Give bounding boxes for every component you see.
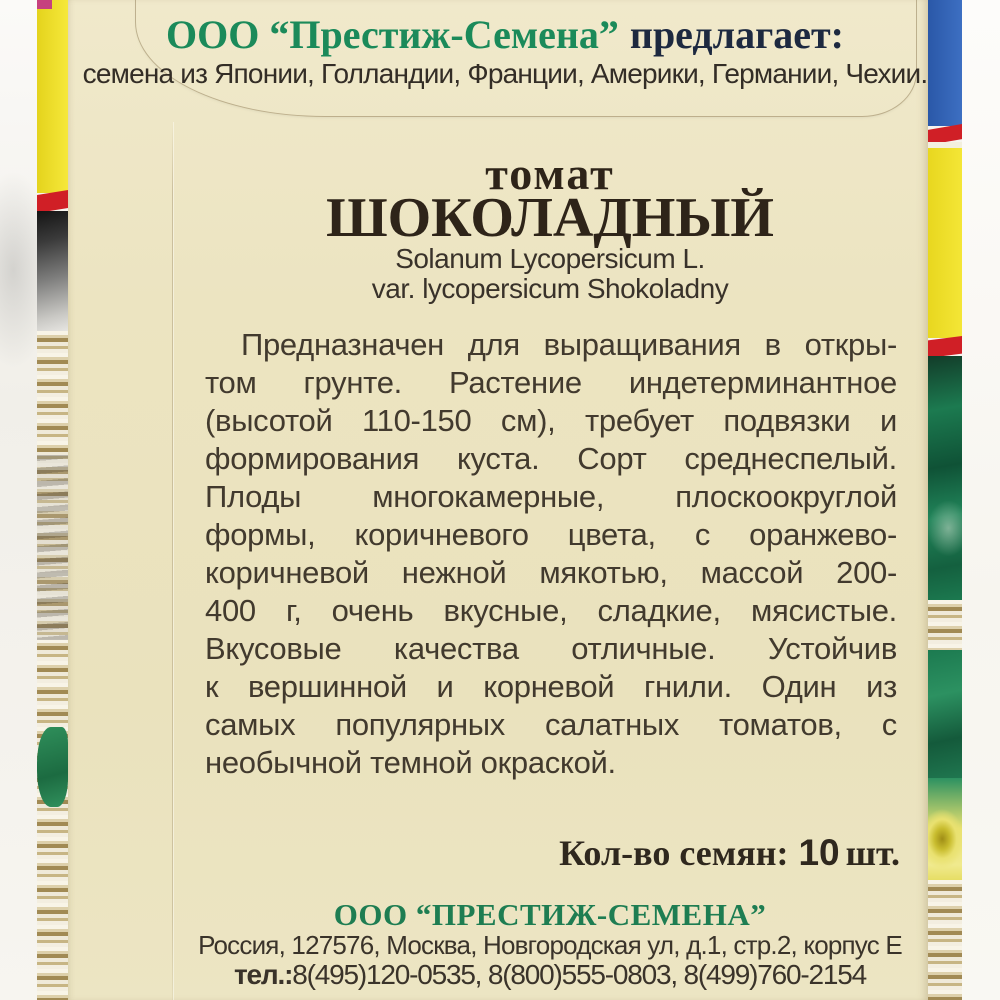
description-line: Предназначен для выращивания в откры- bbox=[241, 327, 897, 362]
seed-count-unit: шт. bbox=[845, 833, 900, 873]
description-line: 400 г, очень вкусные, сладкие, мясистые. bbox=[205, 593, 897, 628]
left-edge-bamboo-texture bbox=[37, 331, 68, 1000]
right-edge-leaf-photo-upper bbox=[928, 356, 962, 602]
photo-background-left bbox=[0, 0, 38, 1000]
left-edge-grey-patch bbox=[37, 455, 68, 640]
product-category: томат bbox=[485, 148, 615, 199]
latin-name: Solanum Lycopersicum L. bbox=[395, 243, 705, 274]
left-edge-photo-fragment bbox=[37, 211, 68, 332]
product-variety-title: ШОКОЛАДНЫЙ bbox=[326, 187, 774, 249]
description-line: самых популярных салатных томатов, с bbox=[205, 707, 897, 742]
right-edge-red-band-bottom bbox=[928, 336, 962, 358]
left-edge-yellow-band bbox=[37, 0, 68, 193]
description-line: формирования куста. Сорт среднеспелый. bbox=[205, 441, 897, 476]
seed-count-label: Кол-во семян: bbox=[559, 833, 789, 873]
phone-numbers: 8(495)120-0535, 8(800)555-0803, 8(499)760-2154 bbox=[292, 959, 866, 990]
header-subtitle: семена из Японии, Голландии, Франции, Америки, Германии, Чехии. bbox=[82, 58, 928, 89]
description-line: формы, коричневого цвета, с оранжево- bbox=[205, 517, 897, 552]
left-edge-leaf-fragment bbox=[37, 727, 68, 807]
description-line: Плоды многокамерные, плоскоокруглой bbox=[205, 479, 897, 514]
description-line: (высотой 110-150 см), требует подвязки и bbox=[205, 403, 897, 438]
right-edge-bamboo-texture-upper bbox=[928, 600, 962, 652]
brand-name: ООО “Престиж-Семена” bbox=[166, 12, 619, 57]
packet-crease-line bbox=[172, 122, 173, 1000]
header-line bbox=[85, 13, 925, 57]
description-line: коричневой нежной мякотью, массой 200- bbox=[205, 555, 897, 590]
description-line: Вкусовые качества отличные. Устойчив bbox=[205, 631, 897, 666]
seed-count-value: 10 bbox=[798, 832, 840, 873]
seed-count-line bbox=[460, 832, 900, 874]
description-line: том грунте. Растение индетерминантное bbox=[205, 365, 897, 400]
footer-company-name: ООО “ПРЕСТИЖ-СЕМЕНА” bbox=[333, 897, 767, 932]
photo-background-right bbox=[962, 0, 1000, 1000]
footer-phone-line bbox=[100, 959, 1000, 991]
description-line: к вершинной и корневой гнили. Один из bbox=[205, 669, 897, 704]
description-line: необычной темной окраской. bbox=[205, 745, 616, 780]
footer-address: Россия, 127576, Москва, Новгородская ул, д.1, стр.2, корпус Е bbox=[198, 930, 902, 960]
phone-label: тел.: bbox=[234, 959, 293, 990]
right-edge-strip bbox=[928, 0, 962, 1000]
description bbox=[205, 326, 897, 782]
header-action-text: предлагает: bbox=[629, 12, 844, 57]
left-edge-magenta-band bbox=[37, 0, 52, 9]
left-edge-red-band bbox=[37, 190, 68, 213]
latin-variant: var. lycopersicum Shokoladny bbox=[371, 273, 729, 304]
left-edge-strip bbox=[37, 0, 68, 1000]
